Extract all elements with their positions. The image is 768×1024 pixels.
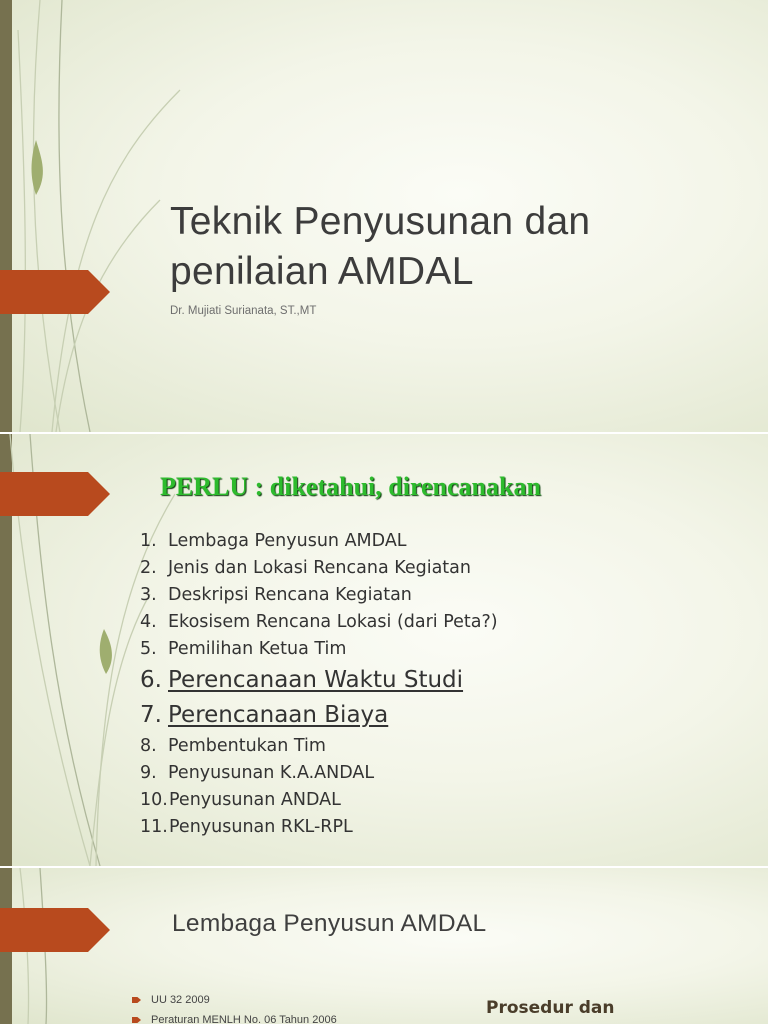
agenda-item: 10.Penyusunan ANDAL	[140, 790, 341, 810]
agenda-item: 8. Pembentukan Tim	[140, 736, 326, 756]
author-name: Dr. Mujiati Surianata, ST.,MT	[170, 305, 317, 317]
slide-tab-marker	[0, 270, 110, 314]
slide-tab-marker	[0, 472, 110, 516]
title-line-1: Teknik Penyusunan dan	[170, 200, 591, 243]
slide-title-text: Lembaga Penyusun AMDAL	[172, 910, 487, 937]
bullet-arrow-icon	[132, 997, 141, 1003]
slide-lembaga	[0, 868, 768, 1024]
agenda-item: 2. Jenis dan Lokasi Rencana Kegiatan	[140, 558, 471, 578]
bullet-arrow-icon	[132, 1017, 141, 1023]
agenda-heading: PERLU : diketahui, direncanakan	[160, 472, 541, 501]
agenda-item: 4. Ekosisem Rencana Lokasi (dari Peta?)	[140, 612, 498, 632]
agenda-list	[140, 528, 498, 841]
list-item: Peraturan MENLH No. 06 Tahun 2006	[132, 1010, 337, 1024]
agenda-item: 5. Pemilihan Ketua Tim	[140, 639, 347, 659]
slide-title-text	[170, 197, 760, 297]
agenda-item: 9. Penyusunan K.A.ANDAL	[140, 763, 375, 783]
list-item: UU 32 2009	[132, 990, 337, 1010]
title-line-2: penilaian AMDAL	[170, 250, 474, 293]
agenda-item-emphasis: 7. Perencanaan Biaya	[140, 702, 389, 728]
slide-agenda	[0, 434, 768, 866]
agenda-item: 1. Lembaga Penyusun AMDAL	[140, 531, 407, 551]
agenda-item-emphasis: 6. Perencanaan Waktu Studi	[140, 667, 464, 693]
slide-title	[0, 0, 768, 432]
agenda-item: 11.Penyusunan RKL-RPL	[140, 817, 353, 837]
side-heading: Prosedur dan	[486, 998, 615, 1018]
bullet-list	[132, 990, 337, 1024]
slide-tab-marker	[0, 908, 110, 952]
agenda-item: 3. Deskripsi Rencana Kegiatan	[140, 585, 412, 605]
